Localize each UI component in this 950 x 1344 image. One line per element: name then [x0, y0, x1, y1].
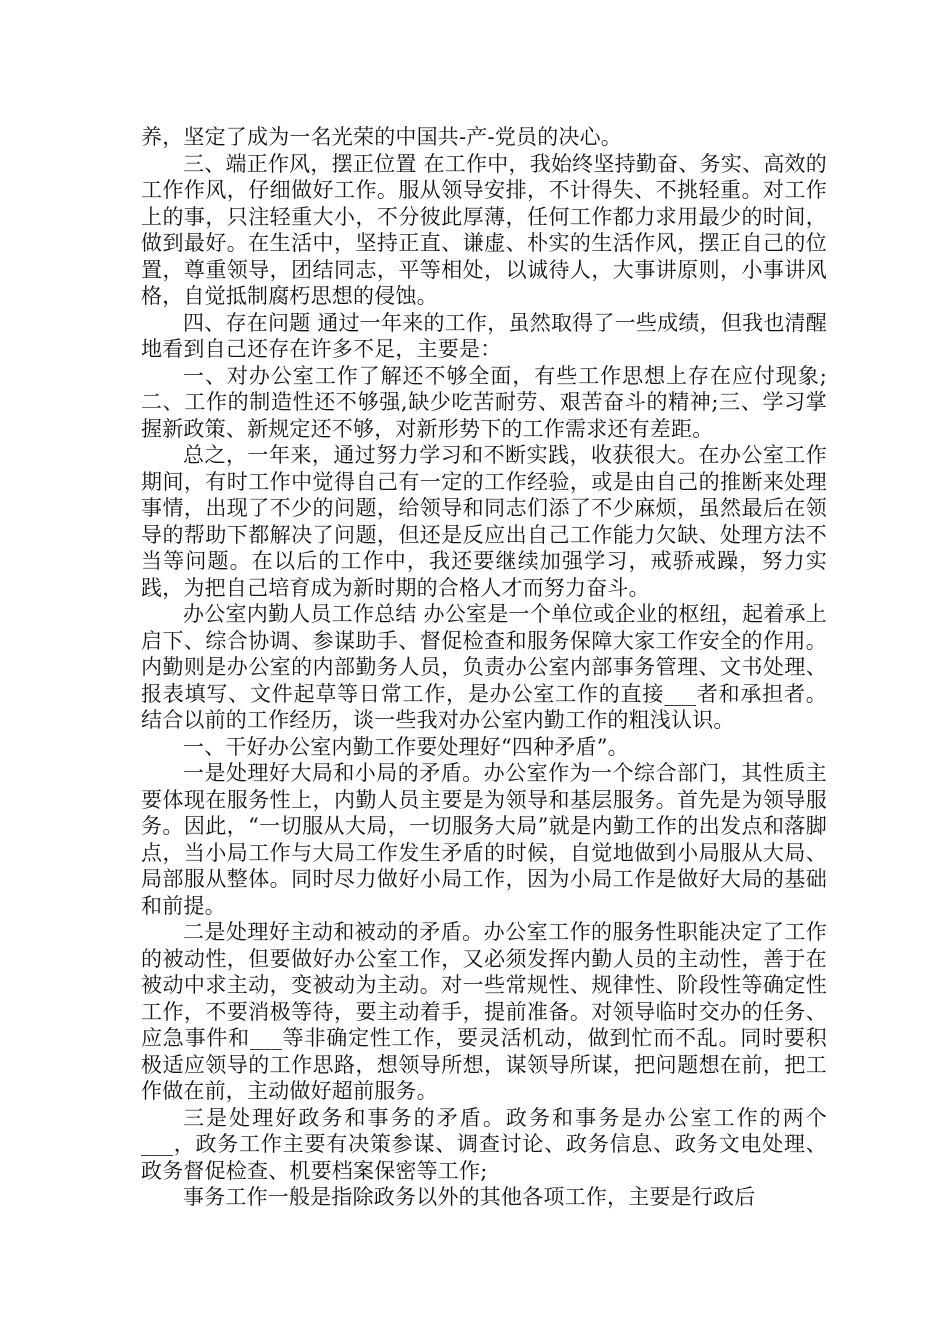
paragraph-four-contradictions-heading: 一、干好办公室内勤工作要处理好“四种矛盾”。	[183, 734, 629, 759]
document-body	[141, 124, 827, 1211]
paragraph-active-vs-passive: 二是处理好主动和被动的矛盾。办公室工作的服务性职能决定了工作的被动性，但要做好办公室工作，又必须发挥内勤人员的主动性，善于在被动中求主动，变被动为主动。对一些常规性、规律性、阶段性等确定性工作，不要消极等待，要主动着手，提前准备。对领导临时交办的任务、应急事件和___等非确定性工作，要灵活机动，做到忙而不乱。同时要积极适应领导的工作思路，想领导所想，谋领导所谋，把问题想在前，把工作做在前，主动做好超前服务。	[141, 920, 827, 1103]
paragraph-existing-problems: 四、存在问题 通过一年来的工作，虽然取得了一些成绩，但我也清醒地看到自己还存在许多不足，主要是：	[141, 310, 827, 361]
paragraph-overall-vs-local: 一是处理好大局和小局的矛盾。办公室作为一个综合部门，其性质主要体现在服务性上，内勤人员主要是为领导和基层服务。首先是为领导服务。因此，“一切服从大局，一切服务大局”就是内勤工作的出发点和落脚点，当小局工作与大局工作发生矛盾的时候，自觉地做到小局服从大局、局部服从整体。同时尽力做好小局工作，因为小局工作是做好大局的基础和前提。	[141, 761, 827, 918]
paragraph-affairs-work: 事务工作一般是指除政务以外的其他各项工作，主要是行政后	[183, 1185, 756, 1209]
paragraph-summary: 总之，一年来，通过努力学习和不断实践，收获很大。在办公室工作期间，有时工作中觉得自己有一定的工作经验，或是由自己的推断来处理事情，出现了不少的问题，给领导和同志们添了不少麻烦，虽然最后在领导的帮助下都解决了问题，但还是反应出自己工作能力欠缺、处理方法不当等问题。在以后的工作中，我还要继续加强学习，戒骄戒躁，努力实践，为把自己培育成为新时期的合格人才而努力奋斗。	[141, 443, 827, 600]
paragraph-office-staff-intro: 办公室内勤人员工作总结 办公室是一个单位或企业的枢纽，起着承上启下、综合协调、参谋助手、督促检查和服务保障大家工作安全的作用。内勤则是办公室的内部勤务人员，负责办公室内部事务管理、文书处理、报表填写、文件起草等日常工作，是办公室工作的直接___者和承担者。结合以前的工作经历，谈一些我对办公室内勤工作的粗浅认识。	[141, 602, 827, 732]
paragraph-problem-list: 一、对办公室工作了解还不够全面，有些工作思想上存在应付现象;二、工作的制造性还不够强,缺少吃苦耐劳、艰苦奋斗的精神;三、学习掌握新政策、新规定还不够，对新形势下的工作需求还有差距。	[141, 363, 827, 441]
paragraph-work-style: 三、端正作风，摆正位置 在工作中，我始终坚持勤奋、务实、高效的工作作风，仔细做好工作。服从领导安排，不计得失、不挑轻重。对工作上的事，只注轻重大小，不分彼此厚薄，任何工作都力求用最少的时间，做到最好。在生活中，坚持正直、谦虚、朴实的生活作风，摆正自己的位置，尊重领导，团结同志，平等相处，以诚待人，大事讲原则，小事讲风格，自觉抵制腐朽思想的侵蚀。	[141, 151, 827, 308]
paragraph-government-vs-affairs: 三是处理好政务和事务的矛盾。政务和事务是办公室工作的两个___，政务工作主要有决策参谋、调查讨论、政务信息、政务文电处理、政务督促检查、机要档案保密等工作;	[141, 1105, 827, 1183]
paragraph-continuation: 养，坚定了成为一名光荣的中国共-产-党员的决心。	[141, 125, 622, 149]
